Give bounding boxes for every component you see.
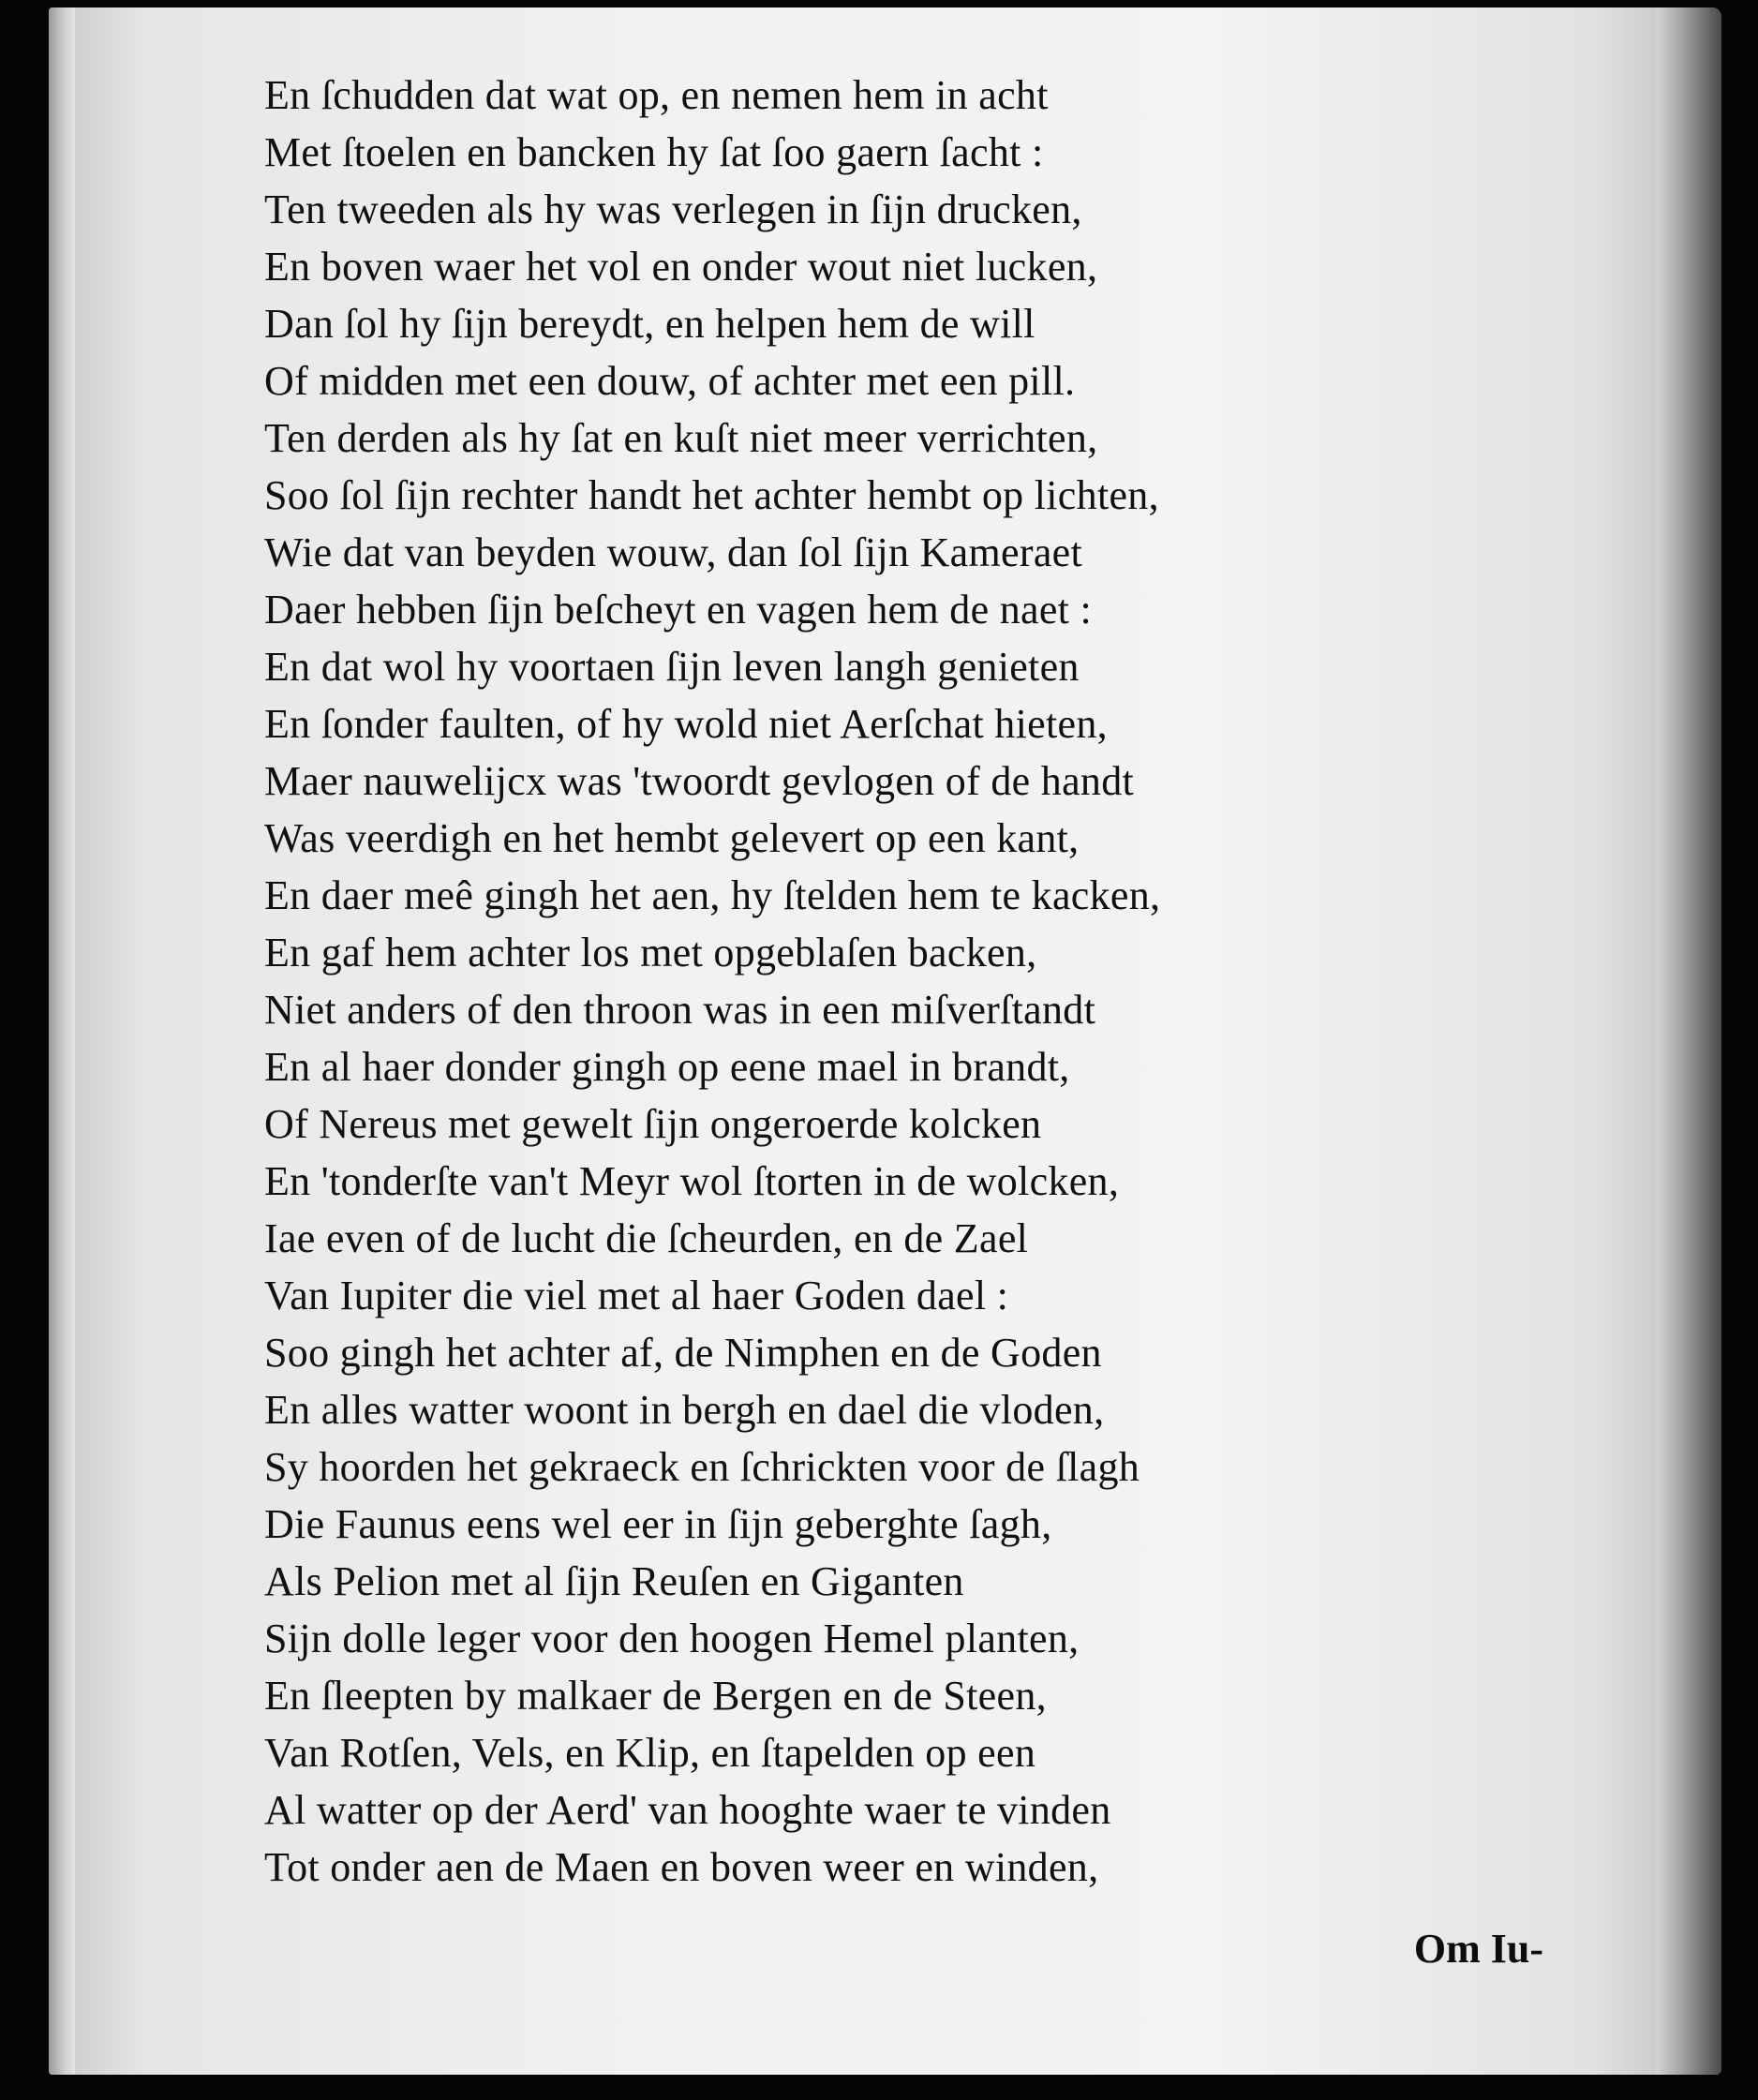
- paper-page: [49, 7, 1721, 2075]
- verse-line: En daer meê gingh het aen, hy ſtelden hem te kacken,: [264, 872, 1161, 918]
- verse-block: [264, 67, 1511, 1896]
- verse-line: Maer nauwelijcx was 'twoordt gevlogen of de handt: [264, 758, 1135, 804]
- verse-line: Dan ſol hy ſijn bereydt, en helpen hem de will: [264, 301, 1035, 347]
- verse-line: Wie dat van beyden wouw, dan ſol ſijn Kameraet: [264, 529, 1083, 575]
- page-left-edge: [49, 7, 75, 2075]
- verse-line: Ten derden als hy ſat en kuſt niet meer verrichten,: [264, 415, 1098, 461]
- verse-line: Met ſtoelen en bancken hy ſat ſoo gaern ſacht :: [264, 129, 1044, 175]
- verse-line: En dat wol hy voortaen ſijn leven langh genieten: [264, 644, 1080, 690]
- verse-line: Sy hoorden het gekraeck en ſchrickten voor de ſlagh: [264, 1444, 1140, 1490]
- verse-line: En alles watter woont in bergh en dael die vloden,: [264, 1387, 1105, 1433]
- verse-line: En al haer donder gingh op eene mael in brandt,: [264, 1044, 1070, 1090]
- verse-line: Ten tweeden als hy was verlegen in ſijn drucken,: [264, 186, 1082, 232]
- verse-line: Tot onder aen de Maen en boven weer en winden,: [264, 1844, 1099, 1890]
- verse-line: En ſchudden dat wat op, en nemen hem in acht: [264, 72, 1049, 118]
- verse-line: En ſonder faulten, of hy wold niet Aerſchat hieten,: [264, 701, 1108, 747]
- verse-line: Van Rotſen, Vels, en Klip, en ſtapelden op een: [264, 1730, 1036, 1776]
- verse-line: En 'tonderſte van't Meyr wol ſtorten in de wolcken,: [264, 1158, 1120, 1204]
- verse-line: Die Faunus eens wel eer in ſijn geberghte ſagh,: [264, 1501, 1052, 1547]
- verse-line: Niet anders of den throon was in een miſverſtandt: [264, 987, 1096, 1033]
- verse-line: Als Pelion met al ſijn Reuſen en Giganten: [264, 1558, 964, 1604]
- verse-line: Sijn dolle leger voor den hoogen Hemel planten,: [264, 1616, 1080, 1661]
- binding-gutter: [1656, 7, 1721, 2075]
- catchword: Om Iu-: [1413, 1926, 1543, 1972]
- verse-line: En gaf hem achter los met opgeblaſen backen,: [264, 930, 1037, 976]
- verse-line: Was veerdigh en het hembt gelevert op een kant,: [264, 815, 1080, 861]
- verse-line: Van Iupiter die viel met al haer Goden dael :: [264, 1273, 1009, 1318]
- verse-line: Daer hebben ſijn beſcheyt en vagen hem de naet :: [264, 587, 1093, 633]
- verse-line: Of midden met een douw, of achter met een pill.: [264, 358, 1076, 404]
- verse-line: Soo ſol ſijn rechter handt het achter hembt op lichten,: [264, 472, 1159, 518]
- verse-line: Iae even of de lucht die ſcheurden, en de Zael: [264, 1215, 1029, 1261]
- verse-line: En boven waer het vol en onder wout niet lucken,: [264, 244, 1098, 290]
- verse-line: Of Nereus met gewelt ſijn ongeroerde kolcken: [264, 1101, 1042, 1147]
- verse-line: Soo gingh het achter af, de Nimphen en de Goden: [264, 1330, 1102, 1376]
- verse-line: Al watter op der Aerd' van hooghte waer te vinden: [264, 1787, 1111, 1833]
- verse-line: En ſleepten by malkaer de Bergen en de Steen,: [264, 1673, 1047, 1719]
